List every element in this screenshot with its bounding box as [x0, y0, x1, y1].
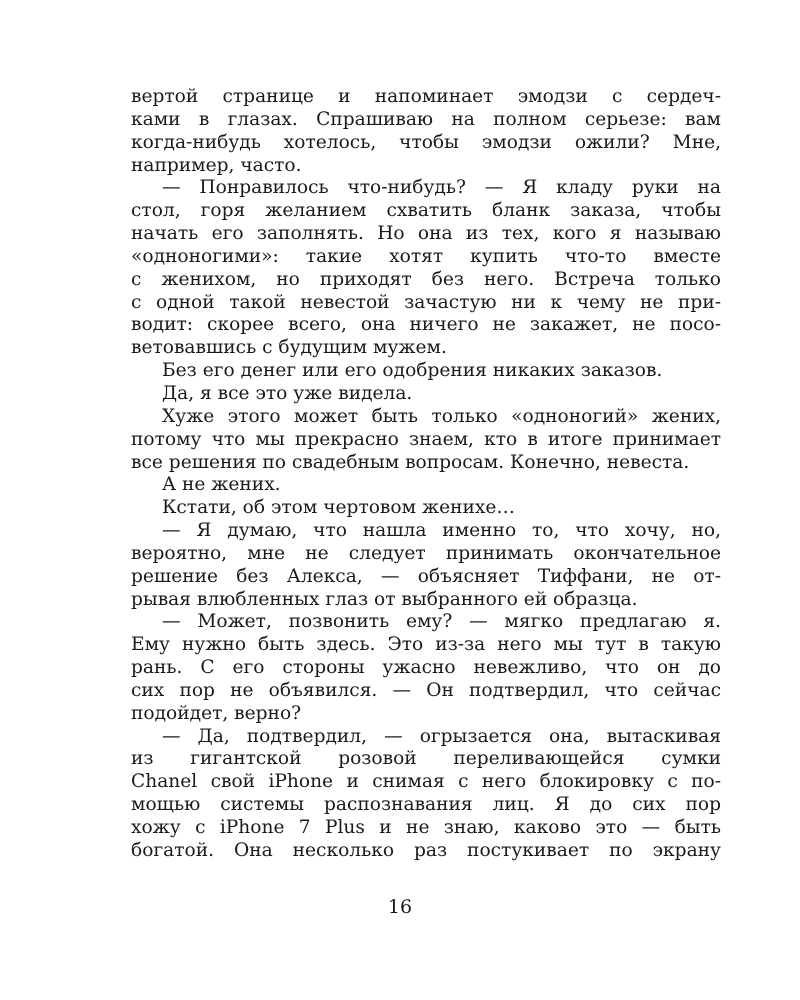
text-line: богатой. Она несколько раз постукивает по экрану	[131, 839, 721, 861]
text-line: сих пор не объявился. — Он подтвердил, что сейчас	[131, 679, 721, 701]
text-line: Без его денег или его одобрения никаких заказов.	[162, 360, 663, 382]
text-line: рывая влюбленных глаз от выбранного ей образца.	[131, 588, 638, 610]
text-line: вероятно, мне не следует принимать окончательное	[131, 542, 721, 564]
text-line: мощью системы распознавания лиц. Я до сих пор	[131, 794, 721, 816]
text-line: когда-нибудь хотелось, чтобы эмодзи ожили? Мне,	[131, 131, 721, 153]
text-line: из гигантской розовой переливающейся сумки	[131, 748, 721, 770]
text-line: Хуже этого может быть только «одноногий» жених,	[162, 405, 721, 427]
text-line: — Может, позвонить ему? — мягко предлагаю я.	[162, 611, 721, 633]
text-line: Ему нужно быть здесь. Это из-за него мы тут в такую	[131, 634, 721, 656]
text-line: А не жених.	[162, 474, 281, 496]
text-line: с одной такой невестой зачастую ни к чему не при-	[131, 291, 721, 313]
text-line: «одноногими»: такие хотят купить что-то вместе	[131, 245, 721, 267]
text-line: Да, я все это уже видела.	[162, 382, 413, 404]
text-line: водит: скорее всего, она ничего не закажет, не посо-	[131, 314, 721, 336]
text-line: стол, горя желанием схватить бланк заказа, чтобы	[131, 200, 721, 222]
text-line: подойдет, верно?	[131, 702, 302, 724]
text-line: потому что мы прекрасно знаем, кто в итоге принимает	[131, 428, 721, 450]
text-line: рань. С его стороны ужасно невежливо, что он до	[131, 657, 721, 679]
text-line: ками в глазах. Спрашиваю на полном серьезе: вам	[131, 108, 721, 130]
text-line: — Понравилось что-нибудь? — Я кладу руки на	[162, 177, 721, 199]
page-number: 16	[387, 896, 413, 918]
text-line: — Я думаю, что нашла именно то, что хочу, но,	[162, 520, 721, 542]
text-line: ветовавшись с будущим мужем.	[131, 337, 447, 359]
text-line: вертой странице и напоминает эмодзи с сердеч-	[131, 86, 721, 107]
text-line: например, часто.	[131, 154, 302, 176]
text-line: начать его заполнять. Но она из тех, кого я называю	[131, 223, 721, 245]
text-line: — Да, подтвердил, — огрызается она, вытаскивая	[162, 725, 721, 747]
text-line: все решения по свадебным вопросам. Конечно, невеста.	[131, 451, 690, 473]
text-line: хожу с iPhone 7 Plus и не знаю, каково это — быть	[131, 817, 721, 838]
text-line: Кстати, об этом чертовом женихе…	[162, 497, 515, 519]
text-line: решение без Алекса, — объясняет Тиффани, не от-	[131, 565, 721, 587]
text-line: Chanel свой iPhone и снимая с него блокировку с по-	[131, 771, 721, 793]
body-text	[131, 86, 721, 863]
text-line: с женихом, но приходят без него. Встреча только	[131, 268, 721, 290]
